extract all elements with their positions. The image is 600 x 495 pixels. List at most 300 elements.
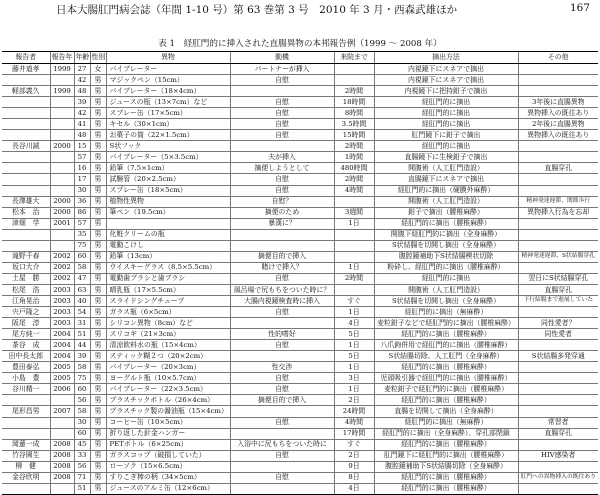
- cell-motive: 風呂場で尻もちをついた時に？: [230, 284, 334, 295]
- cell-removal-method: 児頭吸引器で経肛門的に摘出（腰椎麻酔）: [374, 373, 518, 384]
- cell-reporter: [2, 395, 50, 406]
- cell-object: スティック糊２つ（20×2cm）: [106, 351, 230, 362]
- cell-removal-method: 開腹下経肛門的に摘出（全身麻酔）: [374, 229, 518, 240]
- cell-object: ローソク（15×6.5cm）: [106, 461, 230, 472]
- cell-age: 48: [74, 130, 90, 141]
- cell-reporter: [2, 483, 50, 494]
- cell-other: [518, 307, 598, 318]
- cell-time-to-visit: 17時間: [334, 428, 374, 439]
- cell-other: 常習者: [518, 417, 598, 428]
- cell-sex: 男: [90, 439, 106, 450]
- cell-motive: 自慰: [230, 472, 334, 483]
- cell-sex: 男: [90, 141, 106, 152]
- col-header-year: 報告年: [50, 52, 74, 64]
- cell-other: [518, 340, 598, 351]
- cell-age: 63: [74, 284, 90, 295]
- cell-motive: 摘便目的で挿入: [230, 395, 334, 406]
- cell-sex: 男: [90, 174, 106, 185]
- cell-year: 2002: [50, 251, 74, 262]
- table-row: [2, 97, 598, 108]
- cell-sex: 男: [90, 340, 106, 351]
- cell-object: S状フック: [106, 141, 230, 152]
- cell-year: 2004: [50, 329, 74, 340]
- cell-other: 精神発達遅滞、関節歩行: [518, 196, 598, 207]
- cell-sex: 女: [90, 64, 106, 75]
- cell-sex: 男: [90, 295, 106, 306]
- table-caption: 表 1 経肛門的に挿入された直腸異物の本邦報告例（1999 ～ 2008 年）: [158, 39, 442, 49]
- cell-object: シリコン異物（8cm）など: [106, 318, 230, 329]
- cell-object: バイブレーター（5×3.5cm）: [106, 152, 230, 163]
- cell-object: 清涼飲料水の瓶（15×4cm）: [106, 340, 230, 351]
- cell-removal-method: 経肛門的に摘出: [374, 97, 518, 108]
- cell-year: 2003: [50, 318, 74, 329]
- cell-sex: 男: [90, 251, 106, 262]
- col-header-time: 来院まで: [334, 52, 374, 64]
- cell-other: [518, 483, 598, 494]
- cell-time-to-visit: 3日: [334, 373, 374, 384]
- cell-motive: 暴漢に？: [230, 218, 334, 229]
- cell-sex: 男: [90, 86, 106, 97]
- cell-motive: [230, 141, 334, 152]
- cell-other: [518, 439, 598, 450]
- cell-removal-method: 内視鏡下に把持鉗子で摘出: [374, 86, 518, 97]
- cell-reporter: [2, 163, 50, 174]
- cell-sex: 男: [90, 329, 106, 340]
- cell-motive: [230, 351, 334, 362]
- table-row: [2, 240, 598, 251]
- cell-sex: 男: [90, 461, 106, 472]
- cell-sex: 男: [90, 373, 106, 384]
- cell-year: [50, 185, 74, 196]
- cell-year: [50, 75, 74, 86]
- page-header: [0, 2, 600, 16]
- cell-age: 75: [74, 240, 90, 251]
- cell-other: HIV感染者: [518, 450, 598, 461]
- cell-other: [518, 262, 598, 273]
- cell-motive: [230, 461, 334, 472]
- cell-reporter: [2, 130, 50, 141]
- cell-age: 57: [74, 218, 90, 229]
- table-row: [2, 295, 598, 306]
- cell-other: [518, 362, 598, 373]
- cell-other: 同性愛者: [518, 329, 598, 340]
- cell-reporter: 藤井道孝: [2, 64, 50, 75]
- cell-sex: 男: [90, 417, 106, 428]
- cell-removal-method: 麦粒鉗子で経肛門的に摘出（腰椎麻酔）: [374, 384, 518, 395]
- cell-time-to-visit: 4時間: [334, 417, 374, 428]
- table-row: [2, 395, 598, 406]
- cell-reporter: [2, 75, 50, 86]
- cell-age: 27: [74, 64, 90, 75]
- cell-object: ガラス瓶（6×5cm）: [106, 307, 230, 318]
- cell-motive: [230, 428, 334, 439]
- cell-sex: 男: [90, 362, 106, 373]
- cell-removal-method: 内視鏡下にスネアで摘出: [374, 75, 518, 86]
- cell-removal-method: 経肛門的に摘出（腰椎麻酔）: [374, 472, 518, 483]
- cell-year: 2000: [50, 196, 74, 207]
- cell-sex: 男: [90, 483, 106, 494]
- cell-motive: 性的嗜好: [230, 329, 334, 340]
- cell-motive: 自慰: [230, 307, 334, 318]
- table-row: [2, 351, 598, 362]
- cell-object: バイブレーター（20×3cm）: [106, 362, 230, 373]
- cell-age: 75: [74, 373, 90, 384]
- table-row: [2, 384, 598, 395]
- cell-object: 電動こけし: [106, 240, 230, 251]
- cell-other: [518, 395, 598, 406]
- cell-other: S状結腸多発穿通: [518, 351, 598, 362]
- cell-sex: 男: [90, 273, 106, 284]
- table-row: [2, 373, 598, 384]
- cell-age: 42: [74, 75, 90, 86]
- cell-age: 58: [74, 406, 90, 417]
- cell-reporter: [2, 119, 50, 130]
- cell-age: 44: [74, 340, 90, 351]
- cell-removal-method: 経肛門的に摘出（腰椎麻酔）: [374, 483, 518, 494]
- table-row: [2, 362, 598, 373]
- cell-reporter: 阪尾 淳: [2, 318, 50, 329]
- col-header-motive: 動機: [230, 52, 334, 64]
- cell-time-to-visit: 5日: [334, 329, 374, 340]
- cell-reporter: [2, 97, 50, 108]
- cell-other: 翌日にS状結腸穿孔: [518, 273, 598, 284]
- cell-year: 2000: [50, 207, 74, 218]
- cell-sex: 男: [90, 318, 106, 329]
- cell-sex: 男: [90, 152, 106, 163]
- cell-year: 2002: [50, 273, 74, 284]
- cell-time-to-visit: 2時間: [334, 141, 374, 152]
- cell-year: 2005: [50, 373, 74, 384]
- table-row: [2, 273, 598, 284]
- cell-sex: 男: [90, 207, 106, 218]
- cell-object: ガラスコップ（破損していた）: [106, 450, 230, 461]
- cell-other: 異物挿入の既往あり: [518, 108, 598, 119]
- cell-removal-method: 直腸を切開して摘出（全身麻酔）: [374, 406, 518, 417]
- cell-object: スプレー缶（17×5cm）: [106, 108, 230, 119]
- cell-year: [50, 240, 74, 251]
- cell-object: ウイスキーグラス（8.5×5.5cm）: [106, 262, 230, 273]
- cell-motive: [230, 406, 334, 417]
- cell-motive: [230, 483, 334, 494]
- cell-age: 56: [74, 461, 90, 472]
- cell-time-to-visit: 3週間: [334, 207, 374, 218]
- cell-other: [518, 174, 598, 185]
- cell-age: 60: [74, 251, 90, 262]
- cell-reporter: 谷川精一: [2, 384, 50, 395]
- cell-object: 晴乳瓶（17×5.5cm）: [106, 284, 230, 295]
- cell-removal-method: 経肛門的に摘出: [374, 119, 518, 130]
- cell-age: 60: [74, 384, 90, 395]
- cell-time-to-visit: 8時間: [334, 108, 374, 119]
- cell-motive: 自慰: [230, 174, 334, 185]
- cell-motive: 自慰: [230, 185, 334, 196]
- cell-time-to-visit: 1日: [334, 340, 374, 351]
- cell-time-to-visit: 2時間: [334, 174, 374, 185]
- cell-reporter: 津畑 学: [2, 218, 50, 229]
- cell-sex: 男: [90, 108, 106, 119]
- cell-other: 異物挿入の既往あり: [518, 130, 598, 141]
- cell-age: 35: [74, 229, 90, 240]
- cell-time-to-visit: 2日: [334, 395, 374, 406]
- journal-header: 日本大腸肛門病会誌（年間 1-10 号）第 63 巻第 3 号 2010 年 3 月・西森武雄ほか: [56, 4, 458, 16]
- cell-age: 36: [74, 196, 90, 207]
- cell-time-to-visit: 1時間: [334, 152, 374, 163]
- cell-reporter: 宍戸隆之: [2, 307, 50, 318]
- cell-time-to-visit: 9日: [334, 461, 374, 472]
- cell-object: コーヒー缶（10×5cm）: [106, 417, 230, 428]
- cell-time-to-visit: 1日: [334, 262, 374, 273]
- cell-reporter: 竹谷園生: [2, 450, 50, 461]
- table-row: [2, 417, 598, 428]
- cell-sex: 男: [90, 384, 106, 395]
- cell-year: 2008: [50, 439, 74, 450]
- cell-other: 下行結腸まで進展していた: [518, 295, 598, 306]
- cell-object: バイブレーター（18×4cm）: [106, 86, 230, 97]
- cell-year: 2008: [50, 461, 74, 472]
- cell-age: 86: [74, 207, 90, 218]
- col-header-object: 異物: [106, 52, 230, 64]
- table-row: [2, 406, 598, 417]
- cell-age: 54: [74, 307, 90, 318]
- cell-time-to-visit: すぐ: [334, 439, 374, 450]
- cell-reporter: 土屋 勝: [2, 273, 50, 284]
- cell-object: PETボトル（6×25cm）: [106, 439, 230, 450]
- cell-year: [50, 395, 74, 406]
- cell-other: 肛門への異物挿入の既往あり: [518, 472, 598, 483]
- table-row: [2, 75, 598, 86]
- cell-removal-method: 開腹術（人工肛門造設）: [374, 284, 518, 295]
- cell-reporter: 田中長太郎: [2, 351, 50, 362]
- cell-year: 2003: [50, 284, 74, 295]
- cell-reporter: 尾形昌男: [2, 406, 50, 417]
- cell-year: [50, 229, 74, 240]
- cell-motive: 摘便しようとして: [230, 163, 334, 174]
- cell-age: 71: [74, 472, 90, 483]
- cell-reporter: 滝野千春: [2, 251, 50, 262]
- cell-motive: 自慰: [230, 273, 334, 284]
- cell-object: キセル（30×1cm）: [106, 119, 230, 130]
- cell-removal-method: 経肛門的に摘出: [374, 108, 518, 119]
- cell-removal-method: S状結腸を切開し摘出（全身麻酔）: [374, 240, 518, 251]
- cell-motive: [230, 318, 334, 329]
- cell-removal-method: 直腸鏡下に生検鉗子で摘出: [374, 152, 518, 163]
- cell-time-to-visit: 24時間: [334, 406, 374, 417]
- cell-year: 2003: [50, 307, 74, 318]
- cell-other: [518, 185, 598, 196]
- table-row: [2, 340, 598, 351]
- cell-year: [50, 483, 74, 494]
- col-header-other: その他: [518, 52, 598, 64]
- cell-sex: 男: [90, 351, 106, 362]
- cell-object: バイブレーター: [106, 64, 230, 75]
- cell-reporter: 松尾 浩: [2, 284, 50, 295]
- cell-year: 2002: [50, 262, 74, 273]
- cell-object: プラスチックボトル（26×4cm）: [106, 395, 230, 406]
- cell-age: 47: [74, 273, 90, 284]
- cell-removal-method: 肛門鏡下に経肛門的に摘出（腰椎麻酔）: [374, 450, 518, 461]
- cell-object: 植物性異物: [106, 196, 230, 207]
- cell-time-to-visit: [334, 240, 374, 251]
- cell-reporter: 柳 健: [2, 461, 50, 472]
- cell-year: 2000: [50, 141, 74, 152]
- cell-object: お菓子の筒（22×1.5cm）: [106, 130, 230, 141]
- table-row: [2, 130, 598, 141]
- cell-other: 異物挿入行為を忘却: [518, 207, 598, 218]
- cell-sex: 男: [90, 262, 106, 273]
- cell-object: 化粧クリームの瓶: [106, 229, 230, 240]
- table-row: [2, 86, 598, 97]
- cell-sex: 男: [90, 284, 106, 295]
- cell-time-to-visit: 2時間: [334, 273, 374, 284]
- cell-age: 40: [74, 295, 90, 306]
- cell-other: [518, 373, 598, 384]
- cell-age: 56: [74, 395, 90, 406]
- cell-sex: 男: [90, 130, 106, 141]
- cell-removal-method: 経肛門的に摘出（腰椎麻酔）: [374, 439, 518, 450]
- cell-age: 16: [74, 163, 90, 174]
- cell-other: [518, 86, 598, 97]
- table-row: [2, 329, 598, 340]
- cell-other: [518, 218, 598, 229]
- cell-removal-method: 鉗子で摘出（腰椎麻酔）: [374, 207, 518, 218]
- cell-sex: 男: [90, 163, 106, 174]
- cell-removal-method: 粉砕し、経肛門的に摘出（腰椎麻酔）: [374, 262, 518, 273]
- cell-sex: 男: [90, 472, 106, 483]
- cell-year: 2008: [50, 450, 74, 461]
- cell-motive: [230, 86, 334, 97]
- cell-other: [518, 75, 598, 86]
- cell-other: [518, 152, 598, 163]
- cell-sex: 男: [90, 428, 106, 439]
- cell-removal-method: 経肛門的に摘出（腰椎麻酔）: [374, 362, 518, 373]
- col-header-age: 年齢: [74, 52, 90, 64]
- cell-year: [50, 428, 74, 439]
- table-row: [2, 64, 598, 75]
- cell-removal-method: 経肛門的に摘出（腰椎麻酔）: [374, 329, 518, 340]
- cell-age: 39: [74, 97, 90, 108]
- cell-object: 電動歯ブラシと歯ブラシ: [106, 273, 230, 284]
- cell-object: すりこぎ棒の柄（34×5cm）: [106, 472, 230, 483]
- cell-removal-method: 経肛門的に摘出（無麻酔）: [374, 307, 518, 318]
- cell-other: [518, 141, 598, 152]
- cell-year: [50, 163, 74, 174]
- page-number: 167: [569, 2, 590, 14]
- cell-motive: [230, 240, 334, 251]
- cell-time-to-visit: 1日: [334, 384, 374, 395]
- col-header-reporter: 報告者: [2, 52, 50, 64]
- cell-sex: 男: [90, 75, 106, 86]
- cell-time-to-visit: 4時間: [334, 185, 374, 196]
- cell-motive: 性交渉: [230, 362, 334, 373]
- cell-motive: パートナーが挿入: [230, 64, 334, 75]
- cell-object: 試験管（20×2.5cm）: [106, 174, 230, 185]
- table-row: [2, 119, 598, 130]
- cell-reporter: 松本 治: [2, 207, 50, 218]
- cell-age: 60: [74, 428, 90, 439]
- cell-time-to-visit: 1日: [334, 362, 374, 373]
- cell-time-to-visit: 1日: [334, 218, 374, 229]
- cell-sex: 男: [90, 307, 106, 318]
- cell-motive: 自慰: [230, 340, 334, 351]
- cell-sex: 男: [90, 97, 106, 108]
- cell-time-to-visit: [334, 64, 374, 75]
- cell-removal-method: 経肛門的に摘出（無麻酔）: [374, 417, 518, 428]
- cell-other: 精神発達遅滞、S状結腸穿孔: [518, 251, 598, 262]
- cell-other: 直腸穿孔: [518, 163, 598, 174]
- cell-age: 51: [74, 483, 90, 494]
- foreign-body-table: [2, 51, 598, 495]
- cell-year: [50, 152, 74, 163]
- cell-sex: 男: [90, 406, 106, 417]
- cell-sex: 男: [90, 119, 106, 130]
- cell-reporter: 豊田泰弘: [2, 362, 50, 373]
- table-row: [2, 318, 598, 329]
- cell-sex: 男: [90, 395, 106, 406]
- cell-other: [518, 64, 598, 75]
- cell-removal-method: 経肛門的に摘出: [374, 273, 518, 284]
- table-row: [2, 229, 598, 240]
- cell-year: [50, 119, 74, 130]
- cell-sex: 男: [90, 218, 106, 229]
- table-row: [2, 152, 598, 163]
- cell-object: スライドシングチューブ: [106, 295, 230, 306]
- cell-removal-method: 内視鏡下にスネアで摘出: [374, 64, 518, 75]
- cell-sex: 男: [90, 450, 106, 461]
- cell-object: スプレー缶（18×5cm）: [106, 185, 230, 196]
- cell-age: 57: [74, 152, 90, 163]
- cell-reporter: [2, 240, 50, 251]
- cell-age: 48: [74, 86, 90, 97]
- cell-time-to-visit: [334, 75, 374, 86]
- cell-year: 2003: [50, 295, 74, 306]
- table-row: [2, 218, 598, 229]
- table-row: [2, 174, 598, 185]
- table-row: [2, 307, 598, 318]
- cell-object: マジックペン（15cm）: [106, 75, 230, 86]
- cell-year: 2004: [50, 340, 74, 351]
- cell-removal-method: 経肛門的に摘出: [374, 141, 518, 152]
- cell-motive: 摘便のため: [230, 207, 334, 218]
- table-row: [2, 262, 598, 273]
- cell-removal-method: 八爪鉤併用で経肛門的に摘出（腰椎麻酔）: [374, 340, 518, 351]
- cell-motive: 夫が挿入: [230, 152, 334, 163]
- cell-object: バイブレーター（22×3.5cm）: [106, 384, 230, 395]
- cell-age: 30: [74, 417, 90, 428]
- table-row: [2, 196, 598, 207]
- cell-year: 2007: [50, 406, 74, 417]
- cell-time-to-visit: 8日: [334, 472, 374, 483]
- cell-reporter: 小島 豊: [2, 373, 50, 384]
- cell-age: 33: [74, 450, 90, 461]
- cell-time-to-visit: [334, 196, 374, 207]
- cell-age: 58: [74, 262, 90, 273]
- cell-age: 17: [74, 174, 90, 185]
- cell-removal-method: 腹腔鏡補助下S状結腸楔状切除: [374, 251, 518, 262]
- table-row: [2, 141, 598, 152]
- cell-age: 42: [74, 108, 90, 119]
- cell-time-to-visit: 2日: [334, 450, 374, 461]
- cell-reporter: 軽部義久: [2, 86, 50, 97]
- cell-year: [50, 174, 74, 185]
- cell-motive: 自慰: [230, 450, 334, 461]
- cell-time-to-visit: 4日: [334, 483, 374, 494]
- table-row: [2, 461, 598, 472]
- table-row: [2, 251, 598, 262]
- cell-motive: 自慰: [230, 75, 334, 86]
- cell-time-to-visit: 1日: [334, 307, 374, 318]
- table-row: [2, 163, 598, 174]
- cell-object: 鉛筆（13cm）: [106, 251, 230, 262]
